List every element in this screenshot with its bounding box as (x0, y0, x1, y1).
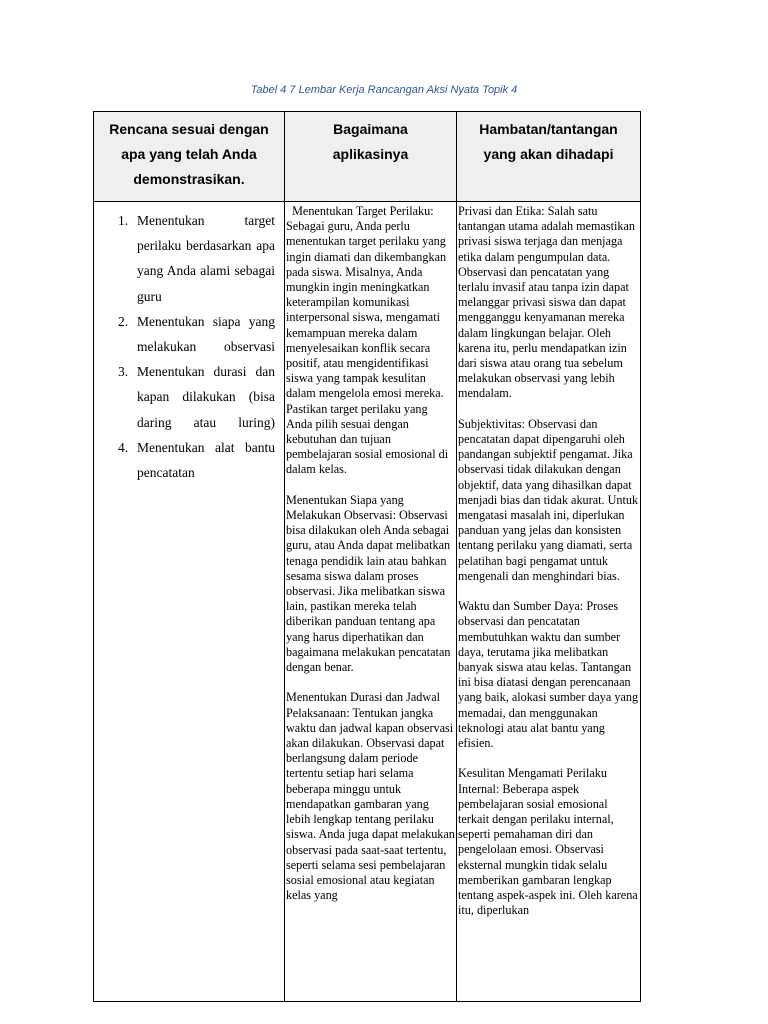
plan-item-text: Menentukan siapa yang melakukan observasi (137, 313, 275, 355)
header-application: Bagaimana aplikasinya (332, 121, 409, 162)
plan-item-text: Menentukan alat bantu pencatatan (137, 439, 275, 481)
plan-item-number: 4. (118, 439, 129, 455)
challenge-paragraph (458, 766, 640, 918)
plan-item (94, 435, 284, 485)
plan-item-number: 3. (118, 364, 129, 380)
challenges-column (457, 202, 640, 1001)
application-body: Observasi bisa dilakukan oleh Anda sebagai guru, atau Anda dapat melibatkan tenaga pendidik lain atau bahkan sesama siswa dalam proses observasi. Jika melibatkan siswa lain, pastikan mereka telah diberikan panduan tentang apa yang harus diperhatikan dan bagaimana melakukan pencatatan dengan benar. (286, 508, 451, 675)
challenge-paragraph (458, 204, 640, 402)
table-caption: Tabel 4 7 Lembar Kerja Rancangan Aksi Nyata Topik 4 (250, 84, 518, 96)
challenge-title: Subjektivitas: (458, 416, 526, 431)
plan-column (94, 202, 284, 1001)
application-title: Menentukan Target Perilaku: (292, 204, 434, 218)
application-paragraph (286, 204, 456, 478)
header-plan: Rencana sesuai dengan apa yang telah Anda demonstrasikan. (109, 121, 269, 187)
action-plan-table (93, 111, 641, 1002)
plan-item-number: 2. (118, 313, 129, 329)
application-paragraph (286, 493, 456, 675)
plan-item-text: Menentukan durasi dan kapan dilakukan (bisa daring atau luring) (137, 364, 275, 430)
plan-item (94, 208, 284, 309)
plan-item-text: Menentukan target perilaku berdasarkan apa yang Anda alami sebagai guru (137, 213, 275, 304)
application-body: Sebagai guru, Anda perlu menentukan target perilaku yang ingin diamati dan dikembangkan pada siswa. Misalnya, Anda mungkin ingin meningkatkan keterampilan komunikasi interpersonal siswa, mengamati kemampuan mereka dalam menyelesaikan konflik secara positif, atau mengidentifikasi siswa yang tampak kesulitan dalam mengelola emosi mereka. Pastikan target perilaku yang Anda pilih sesuai dengan kebutuhan dan tujuan pembelajaran sosial emosional di dalam kelas. (286, 219, 449, 477)
challenge-body: Proses observasi dan pencatatan membutuhkan waktu dan sumber daya, terutama jika melibatkan banyak siswa atau kelas. Tantangan ini bisa diatasi dengan perencanaan yang baik, alokasi sumber daya yang memadai, dan menggunakan teknologi atau alat bantu yang efisien. (458, 599, 639, 751)
application-title: Menentukan Siapa yang Melakukan Observasi: (286, 492, 404, 523)
challenge-body: Observasi dan pencatatan dapat dipengaruhi oleh pandangan subjektif pengamat. Jika observasi tidak dilakukan dengan objektif, data yang dihasilkan dapat menjadi bias dan tidak akurat. Untuk mengatasi masalah ini, diperlukan panduan yang jelas dan konsisten tentang perilaku yang diamati, serta pelatihan bagi pengamat untuk mengenali dan menghindari bias. (458, 416, 639, 583)
application-column (285, 202, 456, 1001)
application-body: Tentukan jangka waktu dan jadwal kapan observasi akan dilakukan. Observasi dapat berlangsung dalam periode tertentu setiap hari selama beberapa minggu untuk mendapatkan gambaran yang lebih lengkap tentang perilaku siswa. Anda juga dapat melakukan observasi pada saat-saat tertentu, seperti selama sesi pembelajaran sosial emosional atau kegiatan kelas yang (286, 705, 455, 903)
challenge-body: Beberapa aspek pembelajaran sosial emosional terkait dengan perilaku internal, seperti pemahaman diri dan pengelolaan emosi. Observasi eksternal mungkin tidak selalu memberikan gambaran lengkap tentang aspek-aspek ini. Oleh karena itu, diperlukan (458, 781, 638, 918)
application-title: Menentukan Durasi dan Jadwal Pelaksanaan: (286, 690, 440, 720)
plan-item (94, 309, 284, 359)
challenge-paragraph (458, 599, 640, 751)
header-challenges: Hambatan/tantangan yang akan dihadapi (479, 121, 618, 162)
plan-item-number: 1. (118, 213, 129, 228)
challenge-title: Privasi dan Etika: (458, 204, 545, 218)
challenge-body: Salah satu tantangan utama adalah memastikan privasi siswa terjaga dan menjaga etika dalam pengumpulan data. Observasi dan pencatatan yang terlalu invasif atau tanpa izin dapat melanggar privasi siswa dan dapat mengganggu kenyamanan mereka dalam lingkungan belajar. Oleh karena itu, perlu mendapatkan izin dari siswa atau orang tua sebelum melakukan observasi yang lebih mendalam. (458, 204, 635, 401)
challenge-title: Waktu dan Sumber Daya: (458, 599, 584, 614)
application-paragraph (286, 690, 456, 903)
challenge-paragraph (458, 417, 640, 584)
challenge-title: Kesulitan Mengamati Perilaku Internal: (458, 766, 607, 796)
plan-item (94, 359, 284, 435)
